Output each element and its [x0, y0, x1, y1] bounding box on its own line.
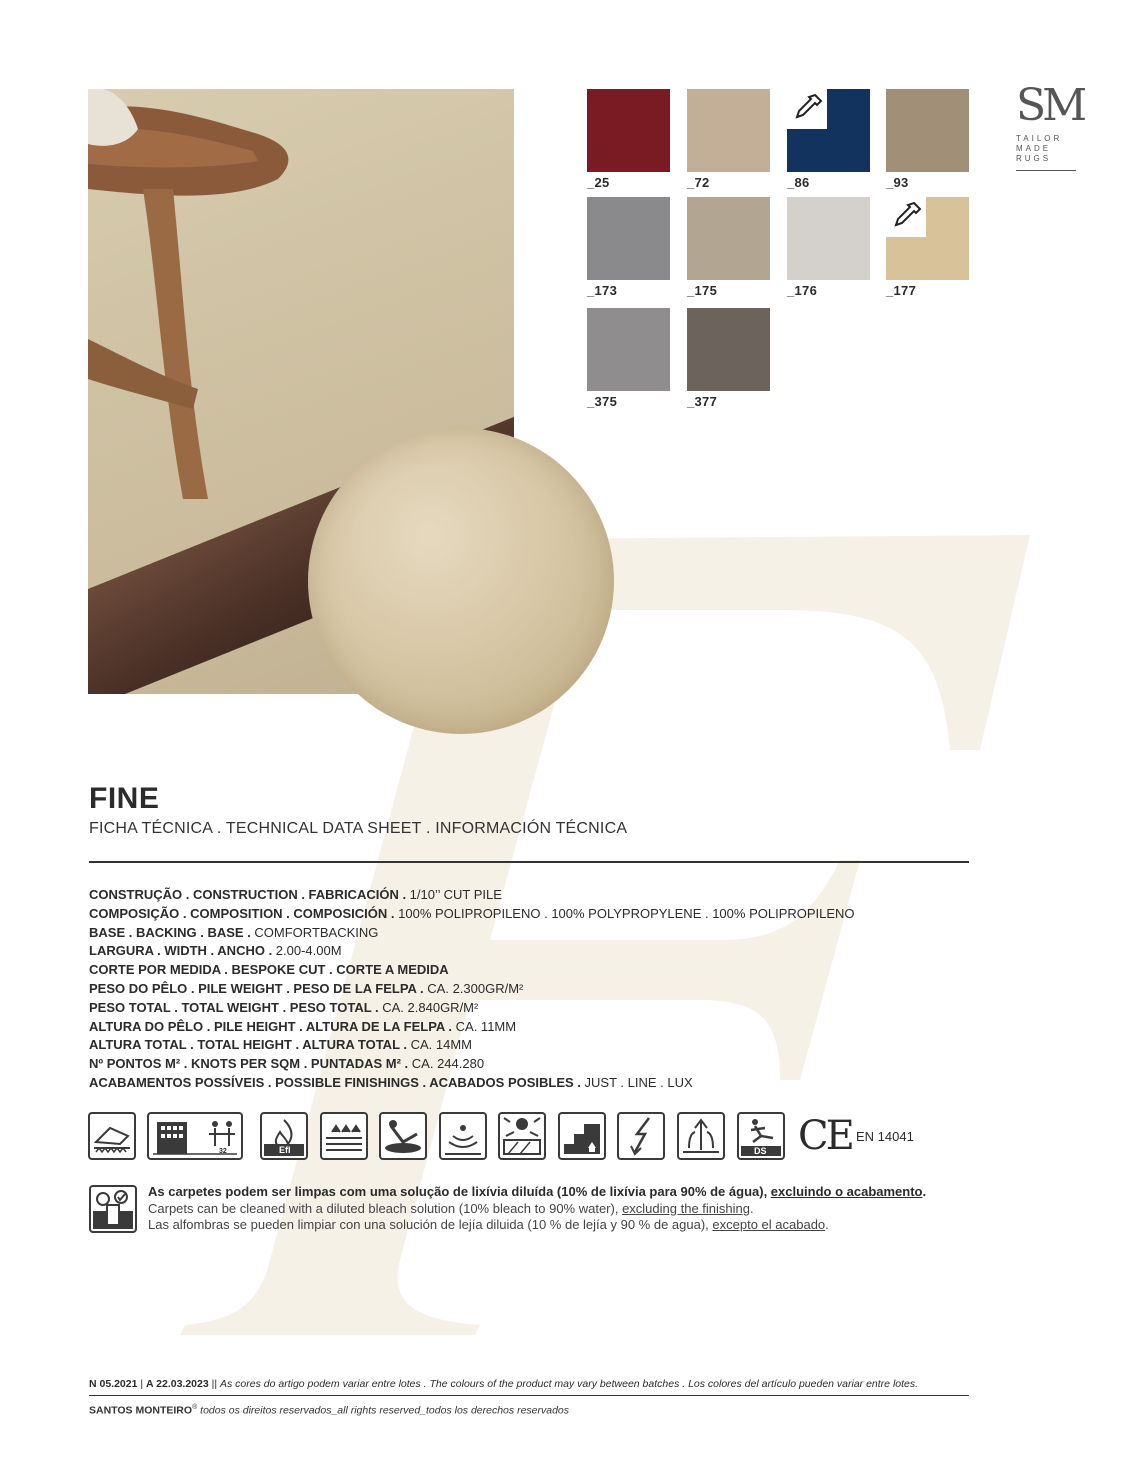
wear-resistance-icon — [88, 1112, 136, 1160]
swatch-code: _375 — [587, 394, 618, 409]
logo-tagline: TAILOR MADE RUGS — [1016, 134, 1063, 163]
care-es-link: excepto el acabado — [712, 1217, 826, 1232]
spec-value: COMFORTBACKING — [250, 924, 379, 940]
care-pt: As carpetes podem ser limpas com uma solução de lixívia diluída (10% de lixívia para 90% de água), excluindo o acabamento. — [148, 1184, 927, 1199]
logo-monogram: SM — [1016, 80, 1084, 131]
swatch-code: _377 — [687, 394, 718, 409]
spec-value: JUST . LINE . LUX — [580, 1074, 693, 1090]
spec-label: LARGURA . WIDTH . ANCHO . — [89, 943, 273, 959]
document-subtitle: FICHA TÉCNICA . TECHNICAL DATA SHEET . INFORMACIÓN TÉCNICA — [89, 820, 628, 837]
eyedropper-icon — [787, 89, 827, 129]
spec-label: CONSTRUÇÃO . CONSTRUCTION . FABRICACIÓN . — [89, 887, 407, 902]
spec-row — [89, 1036, 969, 1055]
divider — [89, 861, 969, 863]
spec-label: ACABAMENTOS POSSÍVEIS . POSSIBLE FINISHINGS . ACABADOS POSIBLES . — [89, 1074, 581, 1090]
color-swatch — [886, 197, 969, 280]
spec-label: PESO DO PÊLO . PILE WEIGHT . PESO DE LA FELPA . — [89, 980, 424, 996]
castor-chair-icon — [379, 1112, 427, 1160]
spec-row — [89, 1074, 969, 1093]
stairs-icon — [558, 1112, 606, 1160]
light-fastness-icon — [498, 1112, 546, 1160]
swatch-code: _176 — [787, 283, 818, 298]
care-instructions — [148, 1184, 968, 1234]
swatch-code: _93 — [886, 175, 909, 190]
antistatic-icon — [617, 1112, 665, 1160]
color-swatch — [687, 197, 770, 280]
footer-divider — [89, 1395, 969, 1396]
spec-row — [89, 999, 969, 1018]
usage-class-number: 32 — [219, 1148, 227, 1155]
swatch-code: _72 — [687, 175, 710, 190]
spec-row — [89, 942, 969, 961]
brand-logo — [1016, 80, 1084, 171]
spec-value: 1/10’’ CUT PILE — [406, 887, 502, 902]
color-swatch — [687, 89, 770, 172]
care-en: Carpets can be cleaned with a diluted bleach solution (10% bleach to 90% water), excluding the finishing. — [148, 1200, 754, 1216]
spec-label: CORTE POR MEDIDA . BESPOKE CUT . CORTE A MEDIDA — [89, 962, 449, 978]
slip-resistance-icon — [737, 1112, 785, 1160]
acoustic-icon — [439, 1112, 487, 1160]
spec-label: Nº PONTOS M² . KNOTS PER SQM . PUNTADAS M² . — [89, 1056, 409, 1072]
footer-version: N 05.2021 | A 22.03.2023 || As cores do artigo podem variar entre lotes . The colours of the product may vary between batches . Los colores del artículo pueden variar entre lotes. — [89, 1378, 919, 1390]
footer-disclaimer: As cores do artigo podem variar entre lotes . The colours of the product may vary between batches . Los colores del artículo pueden variar entre lotes. — [220, 1378, 919, 1390]
color-swatch — [886, 89, 969, 172]
color-swatch — [787, 89, 870, 172]
spec-value: 2.00-4.00M — [272, 943, 342, 959]
usage-class-icon — [147, 1112, 243, 1160]
swatch-code: _177 — [886, 283, 917, 298]
footer-rights: SANTOS MONTEIRO® todos os direitos reservados_all rights reserved_todos los derechos reservados — [89, 1404, 570, 1417]
spec-label: ALTURA DO PÊLO . PILE HEIGHT . ALTURA DE LA FELPA . — [89, 1018, 453, 1034]
spec-value: 100% POLIPROPILENO . 100% POLYPROPYLENE . 100% POLIPROPILENO — [394, 905, 855, 921]
spec-value: CA. 244.280 — [408, 1056, 485, 1072]
color-swatch — [787, 197, 870, 280]
underfloor-heating-icon — [320, 1112, 368, 1160]
color-swatch — [587, 89, 670, 172]
spec-row — [89, 980, 969, 999]
product-title: FINE — [89, 782, 160, 815]
color-swatch — [587, 197, 670, 280]
fire-class-label: Efl — [279, 1145, 291, 1155]
spec-value: CA. 14MM — [407, 1037, 473, 1053]
cleaning-icon — [89, 1185, 137, 1233]
spec-row — [89, 961, 969, 980]
spec-row — [89, 886, 969, 905]
color-swatch — [587, 308, 670, 391]
spec-list — [89, 886, 969, 1093]
spec-label: ALTURA TOTAL . TOTAL HEIGHT . ALTURA TOTAL . — [89, 1037, 407, 1053]
fire-class-icon — [260, 1112, 308, 1160]
ce-mark: CE — [798, 1113, 852, 1159]
color-swatch — [687, 308, 770, 391]
spec-label: BASE . BACKING . BASE . — [89, 924, 251, 940]
slip-class-label: DS — [754, 1146, 767, 1156]
swatch-code: _86 — [787, 175, 810, 190]
spec-label: COMPOSIÇÃO . COMPOSITION . COMPOSICIÓN . — [89, 905, 395, 921]
spec-value: CA. 11MM — [452, 1018, 517, 1034]
spec-row — [89, 1018, 969, 1037]
care-es: Las alfombras se pueden limpiar con una solución de lejía diluida (10 % de lejía y 90 % de agua), excepto el acabado. — [148, 1217, 829, 1232]
breathable-icon — [677, 1112, 725, 1160]
care-pt-link: excluindo o acabamento — [770, 1184, 923, 1199]
spec-row — [89, 1055, 969, 1074]
spec-value: CA. 2.300GR/M² — [423, 980, 524, 996]
spec-row — [89, 905, 969, 924]
eyedropper-icon — [886, 197, 926, 237]
spec-label: PESO TOTAL . TOTAL WEIGHT . PESO TOTAL . — [89, 999, 379, 1015]
swatch-code: _25 — [587, 175, 610, 190]
swatch-code: _175 — [687, 283, 718, 298]
spec-value: CA. 2.840GR/M² — [378, 999, 479, 1015]
care-en-link: excluding the finishing — [622, 1200, 750, 1216]
swatch-code: _173 — [587, 283, 618, 298]
spec-row — [89, 924, 969, 943]
texture-closeup — [308, 428, 614, 734]
standard-label: EN 14041 — [856, 1129, 914, 1144]
